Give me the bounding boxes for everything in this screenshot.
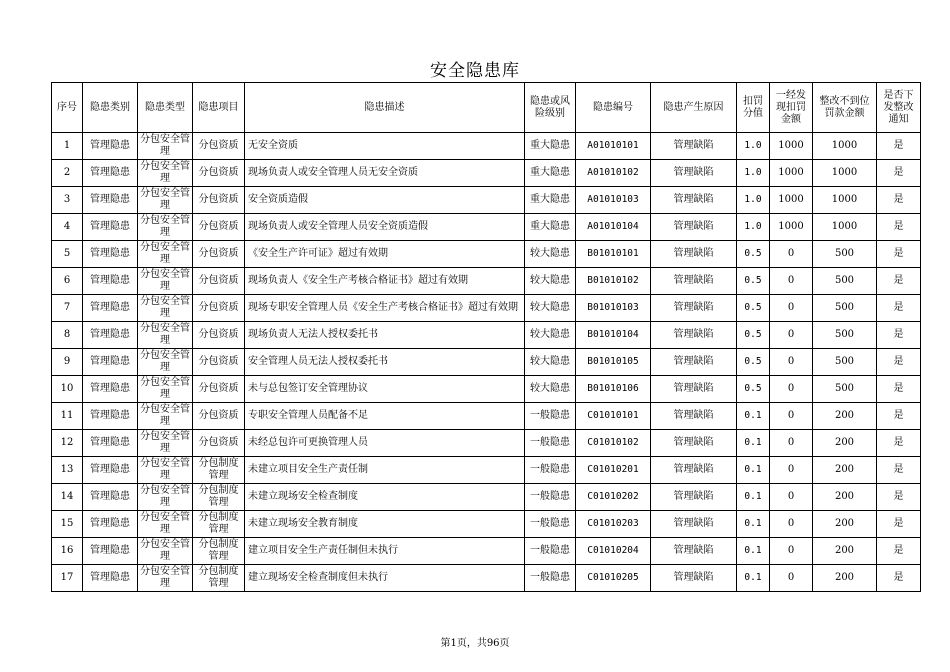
cell-type: 分包安全管理 xyxy=(138,430,193,457)
col-header-item: 隐患项目 xyxy=(193,83,245,133)
cell-description: 未与总包签订安全管理协议 xyxy=(245,376,525,403)
cell-penalty-score: 0.1 xyxy=(737,538,770,565)
col-header-type: 隐患类型 xyxy=(138,83,193,133)
cell-item: 分包资质 xyxy=(193,430,245,457)
table-row xyxy=(52,241,921,268)
cell-fine-on-discovery: 0 xyxy=(770,484,813,511)
cell-fine-on-discovery: 1000 xyxy=(770,133,813,160)
cell-level: 一般隐患 xyxy=(525,538,576,565)
cell-fine-on-discovery: 0 xyxy=(770,511,813,538)
cell-penalty-score: 0.1 xyxy=(737,484,770,511)
cell-category: 管理隐患 xyxy=(83,457,138,484)
cell-category: 管理隐患 xyxy=(83,187,138,214)
cell-fine-on-discovery: 1000 xyxy=(770,214,813,241)
cell-description: 现场负责人或安全管理人员无安全资质 xyxy=(245,160,525,187)
cell-notice: 是 xyxy=(877,511,921,538)
table-row xyxy=(52,349,921,376)
cell-penalty-score: 0.5 xyxy=(737,322,770,349)
cell-penalty-score: 0.1 xyxy=(737,565,770,592)
cell-penalty-score: 0.1 xyxy=(737,403,770,430)
cell-fine-not-rectified: 1000 xyxy=(813,214,877,241)
cell-penalty-score: 0.5 xyxy=(737,349,770,376)
table-body xyxy=(52,133,921,592)
cell-item: 分包资质 xyxy=(193,376,245,403)
table-row xyxy=(52,214,921,241)
cell-item: 分包资质 xyxy=(193,268,245,295)
cell-level: 较大隐患 xyxy=(525,376,576,403)
cell-item: 分包制度管理 xyxy=(193,511,245,538)
cell-item: 分包资质 xyxy=(193,214,245,241)
cell-code: C01010205 xyxy=(576,565,651,592)
cell-notice: 是 xyxy=(877,160,921,187)
cell-code: B01010106 xyxy=(576,376,651,403)
cell-category: 管理隐患 xyxy=(83,376,138,403)
cell-index: 12 xyxy=(52,430,83,457)
cell-penalty-score: 0.1 xyxy=(737,457,770,484)
cell-penalty-score: 0.1 xyxy=(737,511,770,538)
cell-description: 《安全生产许可证》超过有效期 xyxy=(245,241,525,268)
table-row xyxy=(52,511,921,538)
table-row xyxy=(52,322,921,349)
cell-fine-on-discovery: 0 xyxy=(770,322,813,349)
cell-fine-not-rectified: 500 xyxy=(813,268,877,295)
cell-category: 管理隐患 xyxy=(83,538,138,565)
cell-description: 无安全资质 xyxy=(245,133,525,160)
cell-level: 一般隐患 xyxy=(525,511,576,538)
cell-description: 未建立项目安全生产责任制 xyxy=(245,457,525,484)
table-row xyxy=(52,133,921,160)
cell-notice: 是 xyxy=(877,349,921,376)
cell-index: 7 xyxy=(52,295,83,322)
cell-fine-not-rectified: 500 xyxy=(813,349,877,376)
cell-category: 管理隐患 xyxy=(83,214,138,241)
col-header-category: 隐患类别 xyxy=(83,83,138,133)
cell-type: 分包安全管理 xyxy=(138,241,193,268)
cell-penalty-score: 0.5 xyxy=(737,295,770,322)
cell-cause: 管理缺陷 xyxy=(651,565,737,592)
cell-level: 重大隐患 xyxy=(525,214,576,241)
cell-fine-on-discovery: 0 xyxy=(770,403,813,430)
cell-notice: 是 xyxy=(877,133,921,160)
cell-fine-on-discovery: 0 xyxy=(770,349,813,376)
cell-index: 1 xyxy=(52,133,83,160)
cell-fine-not-rectified: 1000 xyxy=(813,187,877,214)
cell-cause: 管理缺陷 xyxy=(651,241,737,268)
cell-level: 重大隐患 xyxy=(525,187,576,214)
cell-code: C01010203 xyxy=(576,511,651,538)
col-header-notice: 是否下发整改通知 xyxy=(877,83,921,133)
cell-index: 15 xyxy=(52,511,83,538)
cell-penalty-score: 1.0 xyxy=(737,214,770,241)
cell-type: 分包安全管理 xyxy=(138,187,193,214)
cell-type: 分包安全管理 xyxy=(138,457,193,484)
cell-level: 一般隐患 xyxy=(525,565,576,592)
cell-category: 管理隐患 xyxy=(83,403,138,430)
cell-fine-on-discovery: 0 xyxy=(770,565,813,592)
cell-index: 16 xyxy=(52,538,83,565)
cell-notice: 是 xyxy=(877,538,921,565)
cell-level: 较大隐患 xyxy=(525,349,576,376)
col-header-cause: 隐患产生原因 xyxy=(651,83,737,133)
cell-code: A01010104 xyxy=(576,214,651,241)
cell-index: 11 xyxy=(52,403,83,430)
cell-type: 分包安全管理 xyxy=(138,268,193,295)
cell-fine-not-rectified: 500 xyxy=(813,295,877,322)
cell-type: 分包安全管理 xyxy=(138,538,193,565)
cell-index: 3 xyxy=(52,187,83,214)
cell-item: 分包资质 xyxy=(193,322,245,349)
cell-fine-on-discovery: 0 xyxy=(770,376,813,403)
page-footer: 第1页，共96页 xyxy=(440,638,510,649)
cell-description: 现场负责人无法人授权委托书 xyxy=(245,322,525,349)
col-header-penalty-score: 扣罚分值 xyxy=(737,83,770,133)
cell-type: 分包安全管理 xyxy=(138,160,193,187)
cell-notice: 是 xyxy=(877,268,921,295)
cell-index: 13 xyxy=(52,457,83,484)
table-row xyxy=(52,160,921,187)
cell-level: 较大隐患 xyxy=(525,268,576,295)
cell-description: 未建立现场安全教育制度 xyxy=(245,511,525,538)
cell-code: C01010102 xyxy=(576,430,651,457)
cell-cause: 管理缺陷 xyxy=(651,322,737,349)
cell-description: 专职安全管理人员配备不足 xyxy=(245,403,525,430)
cell-code: B01010105 xyxy=(576,349,651,376)
cell-fine-on-discovery: 0 xyxy=(770,295,813,322)
cell-item: 分包资质 xyxy=(193,187,245,214)
cell-fine-not-rectified: 200 xyxy=(813,511,877,538)
cell-level: 一般隐患 xyxy=(525,430,576,457)
cell-cause: 管理缺陷 xyxy=(651,538,737,565)
cell-type: 分包安全管理 xyxy=(138,403,193,430)
col-header-fine-on-discovery: 一经发现扣罚金额 xyxy=(770,83,813,133)
cell-fine-on-discovery: 1000 xyxy=(770,160,813,187)
hazard-table xyxy=(51,82,921,592)
table-row xyxy=(52,187,921,214)
cell-fine-on-discovery: 1000 xyxy=(770,187,813,214)
col-header-level: 隐患或风险级别 xyxy=(525,83,576,133)
cell-description: 未经总包许可更换管理人员 xyxy=(245,430,525,457)
cell-penalty-score: 1.0 xyxy=(737,187,770,214)
cell-item: 分包资质 xyxy=(193,133,245,160)
table-row xyxy=(52,295,921,322)
cell-notice: 是 xyxy=(877,403,921,430)
cell-category: 管理隐患 xyxy=(83,565,138,592)
cell-level: 一般隐患 xyxy=(525,484,576,511)
cell-fine-not-rectified: 1000 xyxy=(813,133,877,160)
cell-description: 建立项目安全生产责任制但未执行 xyxy=(245,538,525,565)
table-row xyxy=(52,430,921,457)
col-header-index: 序号 xyxy=(52,83,83,133)
table-row xyxy=(52,403,921,430)
cell-cause: 管理缺陷 xyxy=(651,187,737,214)
cell-index: 9 xyxy=(52,349,83,376)
cell-type: 分包安全管理 xyxy=(138,511,193,538)
cell-index: 17 xyxy=(52,565,83,592)
cell-description: 建立现场安全检查制度但未执行 xyxy=(245,565,525,592)
cell-code: B01010101 xyxy=(576,241,651,268)
cell-level: 一般隐患 xyxy=(525,403,576,430)
cell-fine-not-rectified: 500 xyxy=(813,241,877,268)
cell-category: 管理隐患 xyxy=(83,295,138,322)
cell-code: B01010104 xyxy=(576,322,651,349)
cell-fine-not-rectified: 200 xyxy=(813,430,877,457)
table-row xyxy=(52,484,921,511)
cell-type: 分包安全管理 xyxy=(138,322,193,349)
cell-code: C01010101 xyxy=(576,403,651,430)
cell-cause: 管理缺陷 xyxy=(651,484,737,511)
table-row xyxy=(52,565,921,592)
cell-level: 较大隐患 xyxy=(525,295,576,322)
cell-category: 管理隐患 xyxy=(83,133,138,160)
cell-notice: 是 xyxy=(877,187,921,214)
cell-index: 14 xyxy=(52,484,83,511)
cell-cause: 管理缺陷 xyxy=(651,349,737,376)
cell-type: 分包安全管理 xyxy=(138,376,193,403)
cell-description: 现场负责人或安全管理人员安全资质造假 xyxy=(245,214,525,241)
cell-category: 管理隐患 xyxy=(83,484,138,511)
cell-code: C01010202 xyxy=(576,484,651,511)
table-row xyxy=(52,376,921,403)
cell-fine-not-rectified: 500 xyxy=(813,376,877,403)
cell-category: 管理隐患 xyxy=(83,511,138,538)
page-title: 安全隐患库 xyxy=(430,61,520,81)
cell-code: A01010103 xyxy=(576,187,651,214)
cell-notice: 是 xyxy=(877,565,921,592)
cell-item: 分包资质 xyxy=(193,160,245,187)
col-header-fine-not-rectified: 整改不到位罚款金额 xyxy=(813,83,877,133)
table-row xyxy=(52,268,921,295)
cell-notice: 是 xyxy=(877,214,921,241)
cell-description: 安全资质造假 xyxy=(245,187,525,214)
cell-cause: 管理缺陷 xyxy=(651,403,737,430)
cell-cause: 管理缺陷 xyxy=(651,511,737,538)
cell-notice: 是 xyxy=(877,376,921,403)
cell-index: 5 xyxy=(52,241,83,268)
cell-fine-on-discovery: 0 xyxy=(770,268,813,295)
cell-fine-not-rectified: 200 xyxy=(813,457,877,484)
cell-fine-on-discovery: 0 xyxy=(770,538,813,565)
cell-fine-not-rectified: 200 xyxy=(813,403,877,430)
cell-category: 管理隐患 xyxy=(83,160,138,187)
cell-cause: 管理缺陷 xyxy=(651,160,737,187)
cell-cause: 管理缺陷 xyxy=(651,295,737,322)
cell-fine-on-discovery: 0 xyxy=(770,457,813,484)
cell-level: 较大隐患 xyxy=(525,322,576,349)
cell-item: 分包资质 xyxy=(193,349,245,376)
cell-cause: 管理缺陷 xyxy=(651,133,737,160)
cell-code: A01010102 xyxy=(576,160,651,187)
cell-description: 安全管理人员无法人授权委托书 xyxy=(245,349,525,376)
cell-notice: 是 xyxy=(877,430,921,457)
cell-code: C01010204 xyxy=(576,538,651,565)
cell-level: 重大隐患 xyxy=(525,133,576,160)
cell-description: 未建立现场安全检查制度 xyxy=(245,484,525,511)
cell-fine-not-rectified: 1000 xyxy=(813,160,877,187)
cell-level: 一般隐患 xyxy=(525,457,576,484)
cell-penalty-score: 0.5 xyxy=(737,268,770,295)
cell-code: A01010101 xyxy=(576,133,651,160)
col-header-description: 隐患描述 xyxy=(245,83,525,133)
cell-code: B01010102 xyxy=(576,268,651,295)
cell-cause: 管理缺陷 xyxy=(651,268,737,295)
cell-index: 6 xyxy=(52,268,83,295)
cell-notice: 是 xyxy=(877,457,921,484)
cell-cause: 管理缺陷 xyxy=(651,457,737,484)
cell-item: 分包资质 xyxy=(193,295,245,322)
cell-description: 现场专职安全管理人员《安全生产考核合格证书》超过有效期 xyxy=(245,295,525,322)
cell-fine-not-rectified: 200 xyxy=(813,484,877,511)
cell-type: 分包安全管理 xyxy=(138,133,193,160)
cell-fine-on-discovery: 0 xyxy=(770,430,813,457)
cell-fine-not-rectified: 500 xyxy=(813,322,877,349)
cell-notice: 是 xyxy=(877,322,921,349)
cell-notice: 是 xyxy=(877,484,921,511)
cell-penalty-score: 0.1 xyxy=(737,430,770,457)
cell-fine-not-rectified: 200 xyxy=(813,538,877,565)
cell-fine-on-discovery: 0 xyxy=(770,241,813,268)
cell-item: 分包资质 xyxy=(193,241,245,268)
cell-item: 分包制度管理 xyxy=(193,457,245,484)
cell-notice: 是 xyxy=(877,241,921,268)
cell-cause: 管理缺陷 xyxy=(651,214,737,241)
cell-category: 管理隐患 xyxy=(83,349,138,376)
cell-category: 管理隐患 xyxy=(83,322,138,349)
cell-level: 重大隐患 xyxy=(525,160,576,187)
cell-type: 分包安全管理 xyxy=(138,484,193,511)
cell-penalty-score: 0.5 xyxy=(737,241,770,268)
cell-penalty-score: 1.0 xyxy=(737,133,770,160)
table-row xyxy=(52,538,921,565)
cell-level: 较大隐患 xyxy=(525,241,576,268)
cell-type: 分包安全管理 xyxy=(138,349,193,376)
cell-index: 8 xyxy=(52,322,83,349)
cell-penalty-score: 0.5 xyxy=(737,376,770,403)
cell-cause: 管理缺陷 xyxy=(651,430,737,457)
cell-type: 分包安全管理 xyxy=(138,295,193,322)
cell-item: 分包资质 xyxy=(193,403,245,430)
cell-code: C01010201 xyxy=(576,457,651,484)
cell-type: 分包安全管理 xyxy=(138,565,193,592)
cell-item: 分包制度管理 xyxy=(193,565,245,592)
col-header-code: 隐患编号 xyxy=(576,83,651,133)
cell-category: 管理隐患 xyxy=(83,430,138,457)
table-row xyxy=(52,457,921,484)
cell-item: 分包制度管理 xyxy=(193,484,245,511)
cell-notice: 是 xyxy=(877,295,921,322)
cell-type: 分包安全管理 xyxy=(138,214,193,241)
cell-fine-not-rectified: 200 xyxy=(813,565,877,592)
cell-item: 分包制度管理 xyxy=(193,538,245,565)
cell-code: B01010103 xyxy=(576,295,651,322)
cell-description: 现场负责人《安全生产考核合格证书》超过有效期 xyxy=(245,268,525,295)
table-header-row xyxy=(52,83,921,133)
cell-cause: 管理缺陷 xyxy=(651,376,737,403)
cell-index: 10 xyxy=(52,376,83,403)
cell-index: 2 xyxy=(52,160,83,187)
cell-penalty-score: 1.0 xyxy=(737,160,770,187)
cell-category: 管理隐患 xyxy=(83,241,138,268)
cell-category: 管理隐患 xyxy=(83,268,138,295)
cell-index: 4 xyxy=(52,214,83,241)
